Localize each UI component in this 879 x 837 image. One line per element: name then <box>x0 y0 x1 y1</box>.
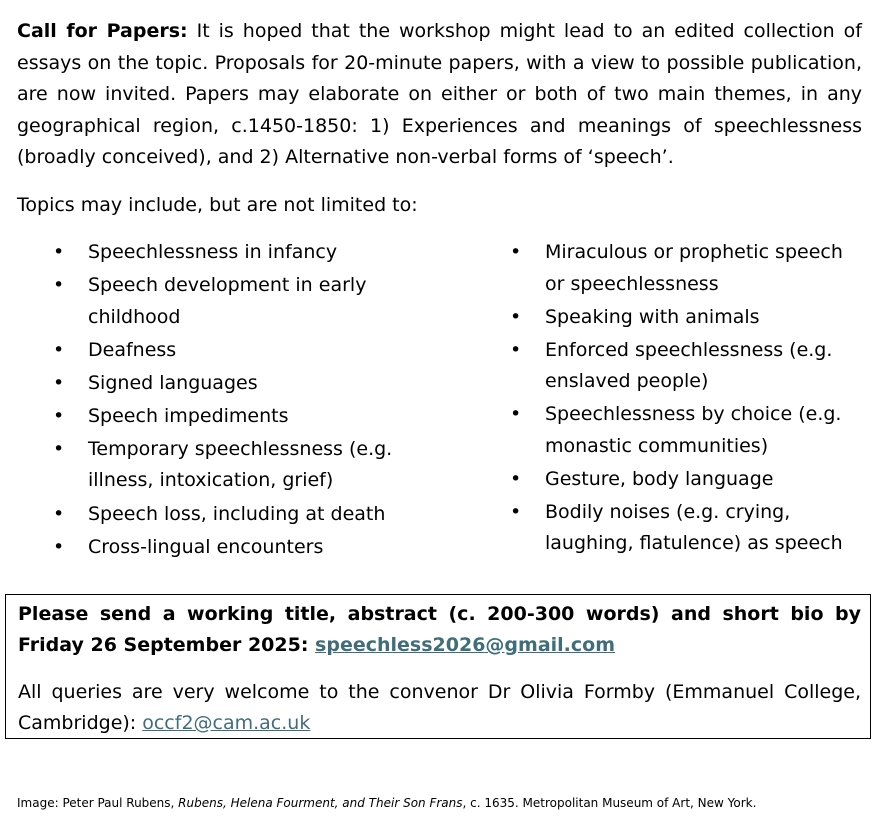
list-item-text: Speechlessness by choice (e.g. monastic communities) <box>545 403 842 457</box>
queries-paragraph <box>18 677 861 739</box>
list-item-text: Speech development in early childhood <box>88 274 367 328</box>
credit-title: Rubens, Helena Fourment, and Their Son Frans <box>178 796 463 810</box>
call-for-papers-lead: Call for Papers: <box>17 20 188 42</box>
list-item-text: Deafness <box>88 338 177 361</box>
bullet-icon: • <box>53 274 65 297</box>
queries-text: All queries are very welcome to the convenor Dr Olivia Formby (Emmanuel College, Cambridge): <box>18 681 861 734</box>
bullet-icon: • <box>53 404 65 427</box>
submission-email-link[interactable]: speechless2026@gmail.com <box>315 634 615 656</box>
list-item <box>50 532 450 564</box>
topics-heading: Topics may include, but are not limited to: <box>17 194 418 216</box>
bullet-icon: • <box>53 338 65 361</box>
queries-email-link[interactable]: occf2@cam.ac.uk <box>142 712 311 734</box>
topics-list-left <box>50 237 450 565</box>
bullet-icon: • <box>53 241 65 263</box>
list-item <box>50 401 450 433</box>
bullet-icon: • <box>510 467 522 490</box>
list-item <box>507 237 867 300</box>
bullet-icon: • <box>53 502 65 525</box>
bullet-icon: • <box>510 500 522 523</box>
submission-paragraph <box>18 599 861 661</box>
submission-text: Please send a working title, abstract (c. 200-300 words) and short bio by Friday 26 September 2025: <box>18 603 861 656</box>
bullet-icon: • <box>510 403 522 426</box>
call-for-papers-text: It is hoped that the workshop might lead to an edited collection of essays on the topic. Proposals for 20-minute papers, with a view to possible publication, are now invited. Papers may elaborate on either or both of two main themes, in any geographical region, c.1450-1850: 1) Experiences and meanings of speechlessness (broadly conceived), and 2) Alternative non-verbal forms of ‘speech’. <box>17 20 862 168</box>
list-item-text: Bodily noises (e.g. crying, laughing, flatulence) as speech <box>545 500 843 555</box>
list-item-text: Gesture, body language <box>545 467 774 490</box>
bullet-icon: • <box>53 437 65 460</box>
list-item <box>50 499 450 531</box>
bullet-icon: • <box>510 338 522 361</box>
list-item <box>50 368 450 400</box>
list-item-text: Cross-lingual encounters <box>88 535 324 558</box>
list-item <box>507 399 867 462</box>
list-item <box>50 335 450 367</box>
list-item <box>507 335 867 398</box>
list-item <box>507 302 867 334</box>
list-item <box>50 270 450 333</box>
submission-box <box>5 594 871 739</box>
list-item <box>50 434 450 497</box>
call-for-papers-paragraph <box>17 16 862 174</box>
credit-prefix: Image: Peter Paul Rubens, <box>17 796 179 810</box>
list-item-text: Speaking with animals <box>545 305 760 328</box>
list-item-text: Speech loss, including at death <box>88 502 386 525</box>
list-item-text: Signed languages <box>88 371 258 394</box>
list-item-text: Temporary speechlessness (e.g. illness, intoxication, grief) <box>88 437 393 492</box>
list-item-text: Enforced speechlessness (e.g. enslaved people) <box>545 338 833 393</box>
bullet-icon: • <box>53 371 65 394</box>
image-credit <box>17 795 756 811</box>
list-item-text: Speechlessness in infancy <box>88 241 338 263</box>
list-item-text: Speech impediments <box>88 404 289 427</box>
list-item <box>50 237 450 269</box>
topics-list-right <box>507 237 867 562</box>
bullet-icon: • <box>53 535 65 558</box>
bullet-icon: • <box>510 241 522 263</box>
credit-suffix: , c. 1635. Metropolitan Museum of Art, New York. <box>462 796 757 810</box>
list-item <box>507 464 867 496</box>
list-item <box>507 497 867 560</box>
bullet-icon: • <box>510 305 522 328</box>
list-item-text: Miraculous or prophetic speech or speechlessness <box>545 241 843 295</box>
